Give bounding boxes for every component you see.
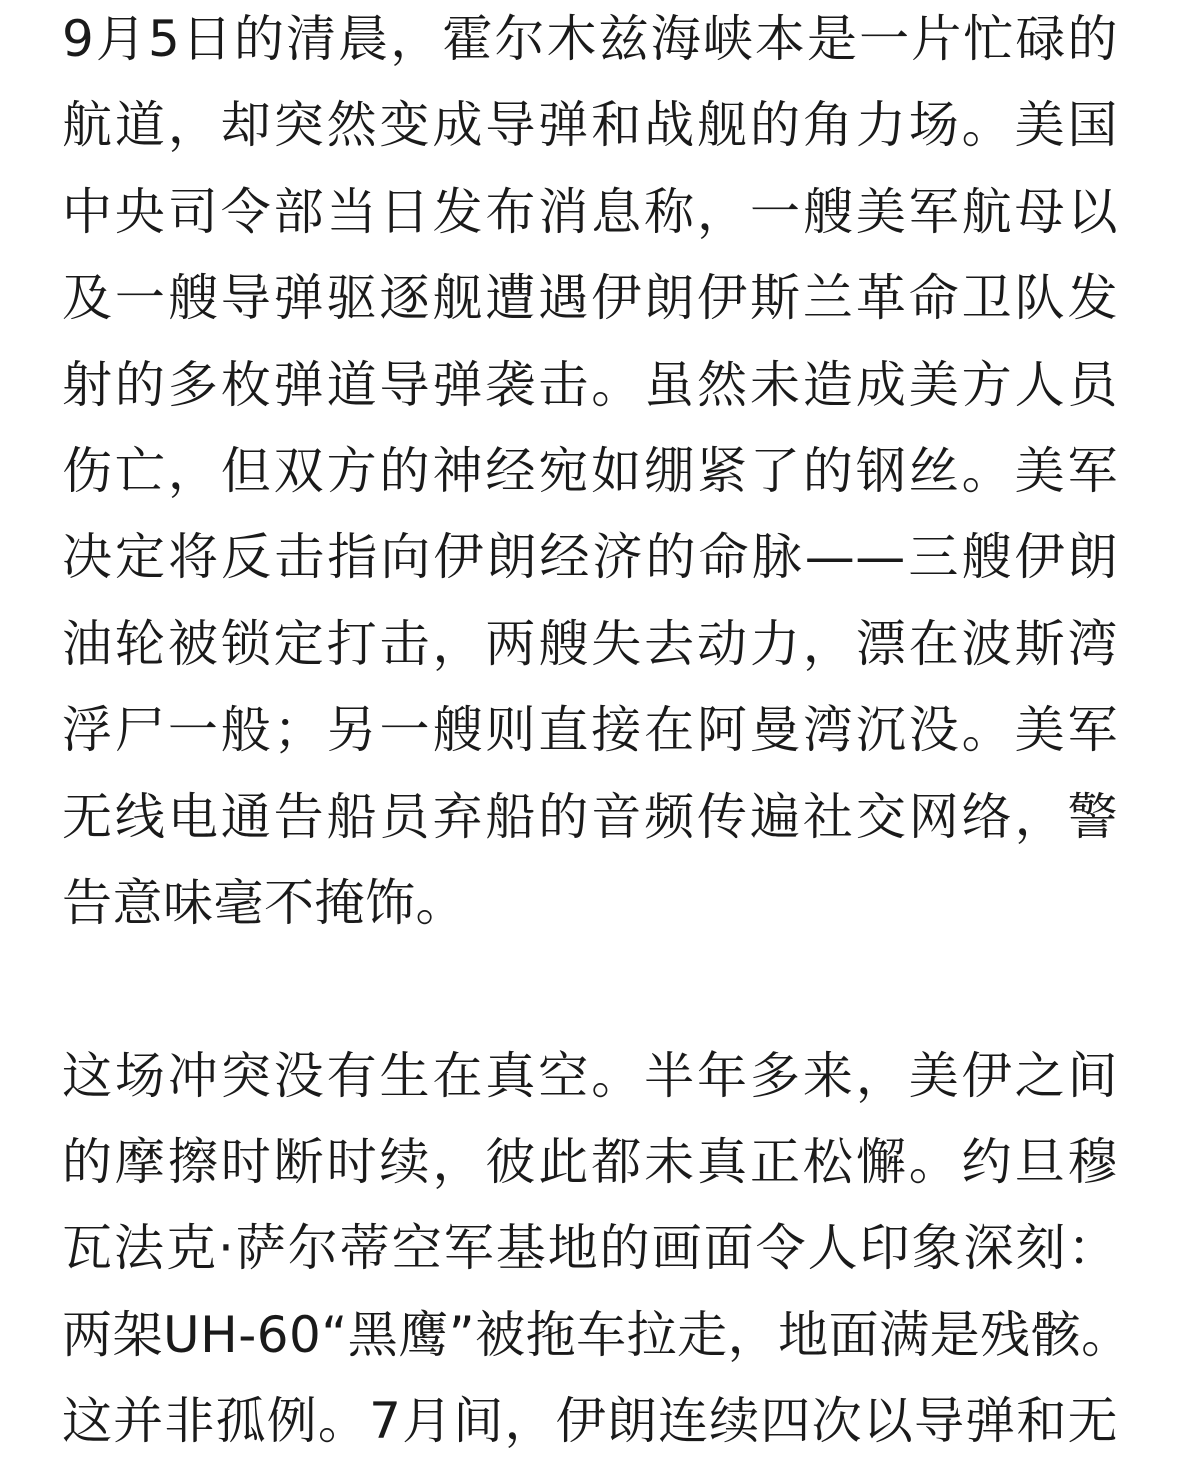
text-line: 决定将反击指向伊朗经济的命脉——三艘伊朗 — [62, 528, 1118, 587]
text-line: 中央司令部当日发布消息称，一艘美军航母以 — [62, 182, 1118, 241]
text-line: 伤亡，但双方的神经宛如绷紧了的钢丝。美军 — [62, 441, 1118, 500]
article-body — [62, 0, 1132, 1465]
text-line: 无线电通告船员弃船的音频传遍社交网络，警 — [62, 787, 1118, 846]
text-line: 浮尸一般；另一艘则直接在阿曼湾沉没。美军 — [62, 701, 1118, 760]
text-line: 这并非孤例。7月间，伊朗连续四次以导弹和无 — [62, 1392, 1118, 1451]
text-line: 及一艘导弹驱逐舰遭遇伊朗伊斯兰革命卫队发 — [62, 269, 1118, 328]
text-line: 瓦法克·萨尔蒂空军基地的画面令人印象深刻： — [62, 1219, 1118, 1278]
text-line: 这场冲突没有生在真空。半年多来，美伊之间 — [62, 1046, 1118, 1105]
text-line: 的摩擦时断时续，彼此都未真正松懈。约旦穆 — [62, 1133, 1118, 1192]
text-line: 航道，却突然变成导弹和战舰的角力场。美国 — [62, 96, 1118, 155]
text-line: 射的多枚弹道导弹袭击。虽然未造成美方人员 — [62, 355, 1118, 414]
paragraph-spacer — [62, 946, 1118, 1032]
text-line: 告意味毫不掩饰。 — [62, 873, 466, 932]
text-line: 油轮被锁定打击，两艘失去动力，漂在波斯湾 — [62, 614, 1118, 673]
text-line: 两架UH-60“黑鹰”被拖车拉走，地面满是残骸。 — [62, 1305, 1132, 1364]
text-line: 9月5日的清晨，霍尔木兹海峡本是一片忙碌的 — [62, 10, 1118, 68]
paragraph-1 — [62, 0, 1118, 946]
paragraph-2 — [62, 1033, 1132, 1465]
